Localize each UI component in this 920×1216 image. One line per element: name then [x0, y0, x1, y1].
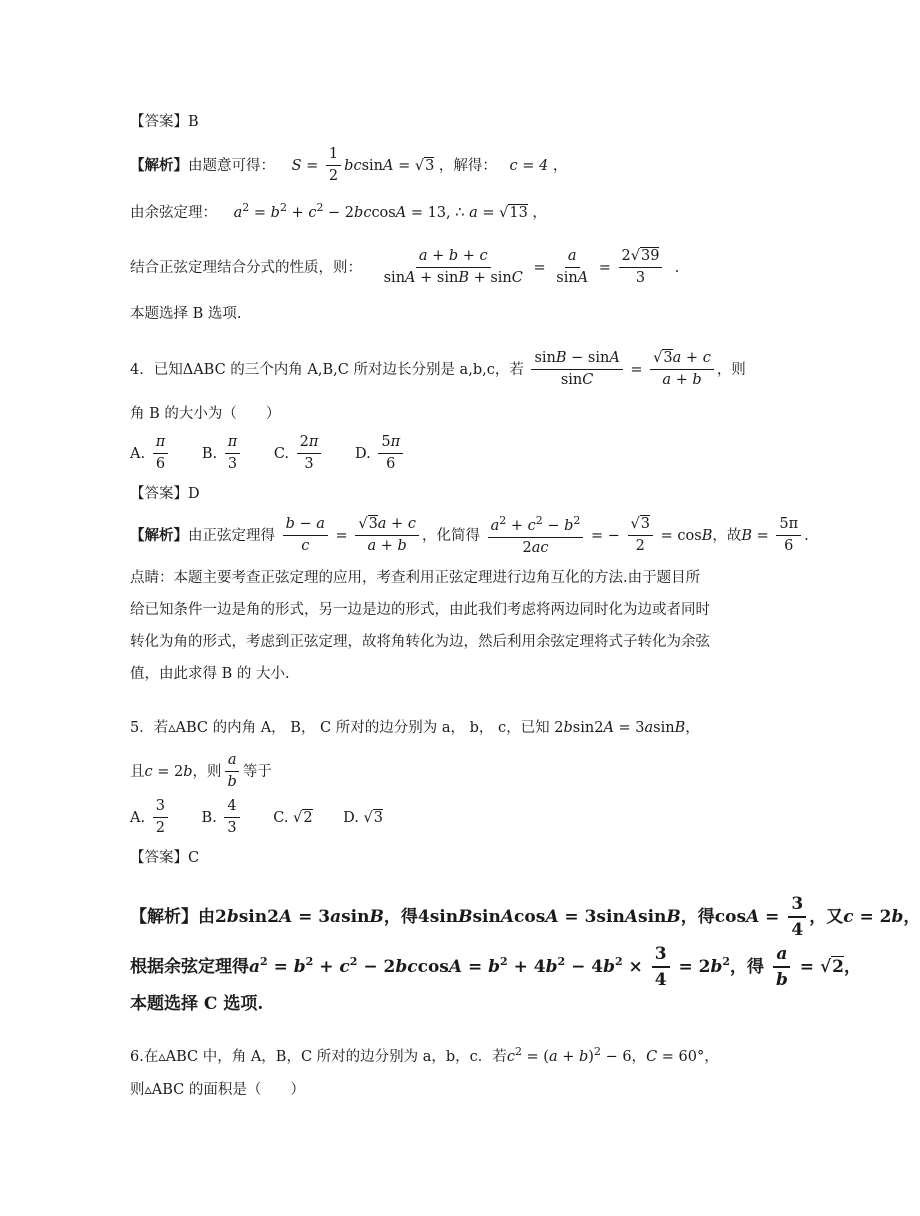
q4-options: A. $\frac{\pi}{6}$ B. $\frac{\pi}{3}$ C. $\frac{2\pi}{3}$ D. $\frac{5\pi}{6}$ [130, 434, 740, 474]
q3-analysis-line2: 由余弦定理： $a^2 = b^2 + c^2 - 2bccosA = 13$, ∴ a = √13 ， [130, 201, 547, 221]
q3-analysis-line1: 【解析】由题意可得： S = $\frac{1}{2}$ bcsinA = √3 ，解得： c = 4 ， [130, 146, 568, 185]
q5-stem-line2: 且c = 2b，则 $\frac{a}{b}$ 等于 [130, 752, 272, 791]
q5-analysis-line2: 根据余弦定理得$a^2 = b^2 + c^2 - 2bccosA = b^2 + 4b^2 - 4b^2$ × $\frac{3}{4}$ = $2b^2$，得 $\frac{a}{b}$ = √2， [130, 944, 861, 991]
q4-stem-line1: 4．已知ΔABC 的三个内角 A,B,C 所对边长分别是 a,b,c，若 $\frac{\sin B - \sin A}{\sin C}$ = $\frac{√3a + c}{a + b}$ ，则 [130, 350, 746, 389]
q3-answer: 【答案】B [130, 114, 199, 130]
q4-comment-line1: 点睛：本题主要考查正弦定理的应用，考查利用正弦定理进行边角互化的方法.由于题目所 [130, 570, 701, 586]
q6-stem-line2: 则▵ABC 的面积是（ ） [130, 1082, 305, 1098]
q5-analysis-line1: 【解析】由2bsin2A = 3asinB，得4sinBsinAcosA = 3sinAsinB，得cosA = $\frac{3}{4}$ ，又c = 2b， [130, 894, 920, 941]
q5-answer: 【答案】C [130, 850, 200, 866]
q4-analysis: 【解析】由正弦定理得 $\frac{b - a}{c}$ = $\frac{√3a + c}{a + b}$ ，化简得 $\frac{a^2 + c^2 - b^2}{2ac}$ = − $\frac{√3}{2}$ = cosB，故B = $\frac{5\pi}{6}$ . [130, 514, 809, 557]
q5-stem-line1: 5．若▵ABC 的内角 A， B， C 所对的边分别为 a， b， c，已知 2bsin2A = 3asinB， [130, 720, 700, 736]
q4-comment-line4: 值，由此求得 B 的 大小. [130, 666, 290, 682]
q3-select: 本题选择 B 选项. [130, 306, 242, 322]
q5-select: 本题选择 C 选项. [130, 994, 264, 1014]
q4-stem-line2: 角 B 的大小为（ ） [130, 406, 281, 422]
q6-stem-line1: 6.在▵ABC 中，角 A，B，C 所对的边分别为 a，b，c．若$c^2 = (a + b)^2 - 6$，C = 60°， [130, 1045, 719, 1065]
q5-options: A. $\frac{3}{2}$ B. $\frac{4}{3}$ C. √2 D. √3 [130, 798, 383, 837]
q4-comment-line2: 给已知条件一边是角的形式，另一边是边的形式，由此我们考虑将两边同时化为边或者同时 [130, 602, 710, 618]
q3-analysis-line3: 结合正弦定理结合分式的性质，则： $\frac{a + b + c}{\sin A + \sin B + \sin C}$ = $\frac{a}{\sin A}$ = $\frac{2√39}{3}$ . [130, 248, 680, 287]
q4-comment-line3: 转化为角的形式，考虑到正弦定理，故将角转化为边，然后利用余弦定理将式子转化为余弦 [130, 634, 710, 650]
q4-answer: 【答案】D [130, 486, 200, 502]
